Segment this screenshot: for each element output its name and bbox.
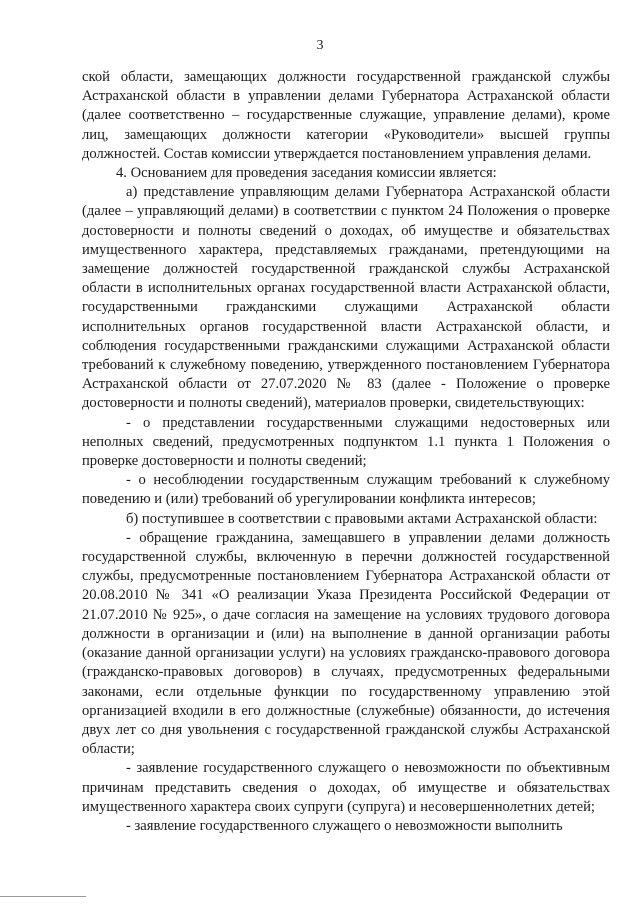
paragraph-bullet: - заявление государственного служащего о невозможности выполнить [126, 817, 563, 834]
footer-divider [0, 896, 86, 897]
paragraph-continuation: ской области, замещающих должности государственной гражданской службы Астраханской области в управлении делами Губернатора Астраханской области (далее соответственно – государственные служащие, управление делами), кроме лиц, замещающих должности категории «Руководители» высшей группы должностей. Состав комиссии утверждается постановлением управления делами. [82, 69, 610, 162]
document-body [82, 68, 610, 836]
paragraph-item-4: 4. Основанием для проведения заседания комиссии является: [116, 165, 497, 182]
paragraph-bullet: - о несоблюдении государственным служащим требований к служебному поведению и (или) требований об урегулировании конфликта интересов; [82, 472, 610, 508]
paragraph-bullet: - заявление государственного служащего о невозможности по объективным причинам представить сведения о доходах, об имуществе и обязательствах имущественного характера своих супруги (супруга) и несовершеннолетних детей; [82, 760, 610, 815]
page-number: 3 [316, 38, 324, 53]
paragraph-subitem-b: б) поступившее в соответствии с правовыми актами Астраханской области: [126, 510, 598, 527]
paragraph-subitem-a: а) представление управляющим делами Губернатора Астраханской области (далее – управляющий делами) в соответствии с пунктом 24 Положения о проверке достоверности и полноты сведений о доходах, об имуществе и обязательствах имущественного характера, представляемых гражданами, претендующими на замещение должностей государственной гражданской службы Астраханской области в исполнительных органах государственной власти Астраханской области, государственными гражданскими служащими Астраханской области исполнительных органов государственной власти Астраханской области, и соблюдения государственными гражданскими служащими Астраханской области требований к служебному поведению, утвержденного постановлением Губернатора Астраханской области от 27.07.2020 № 83 (далее - Положение о проверке достоверности и полноты сведений), материалов проверки, свидетельствующих: [82, 184, 610, 412]
paragraph-bullet: - о представлении государственными служащими недостоверных или неполных сведений, предусмотренных подпунктом 1.1 пункта 1 Положения о проверке достоверности и полноты сведений; [82, 414, 610, 470]
paragraph-bullet: - обращение гражданина, замещавшего в управлении делами должность государственной службы, включенную в перечни должностей государственной службы, предусмотренные постановлением Губернатора Астраханской области от 20.08.2010 № 341 «О реализации Указа Президента Российской Федерации от 21.07.2010 № 925», о даче согласия на замещение на условиях трудового договора должности в организации и (или) на выполнение в данной организации работы (оказание данной организации услуги) на условиях гражданско-правового договора (гражданско-правовых договоров) в случаях, предусмотренных федеральными законами, если отдельные функции по государственному управлению этой организацией входили в его должностные (служебные) обязанности, до истечения двух лет со дня увольнения с государственной гражданской службы Астраханской области; [82, 529, 610, 758]
